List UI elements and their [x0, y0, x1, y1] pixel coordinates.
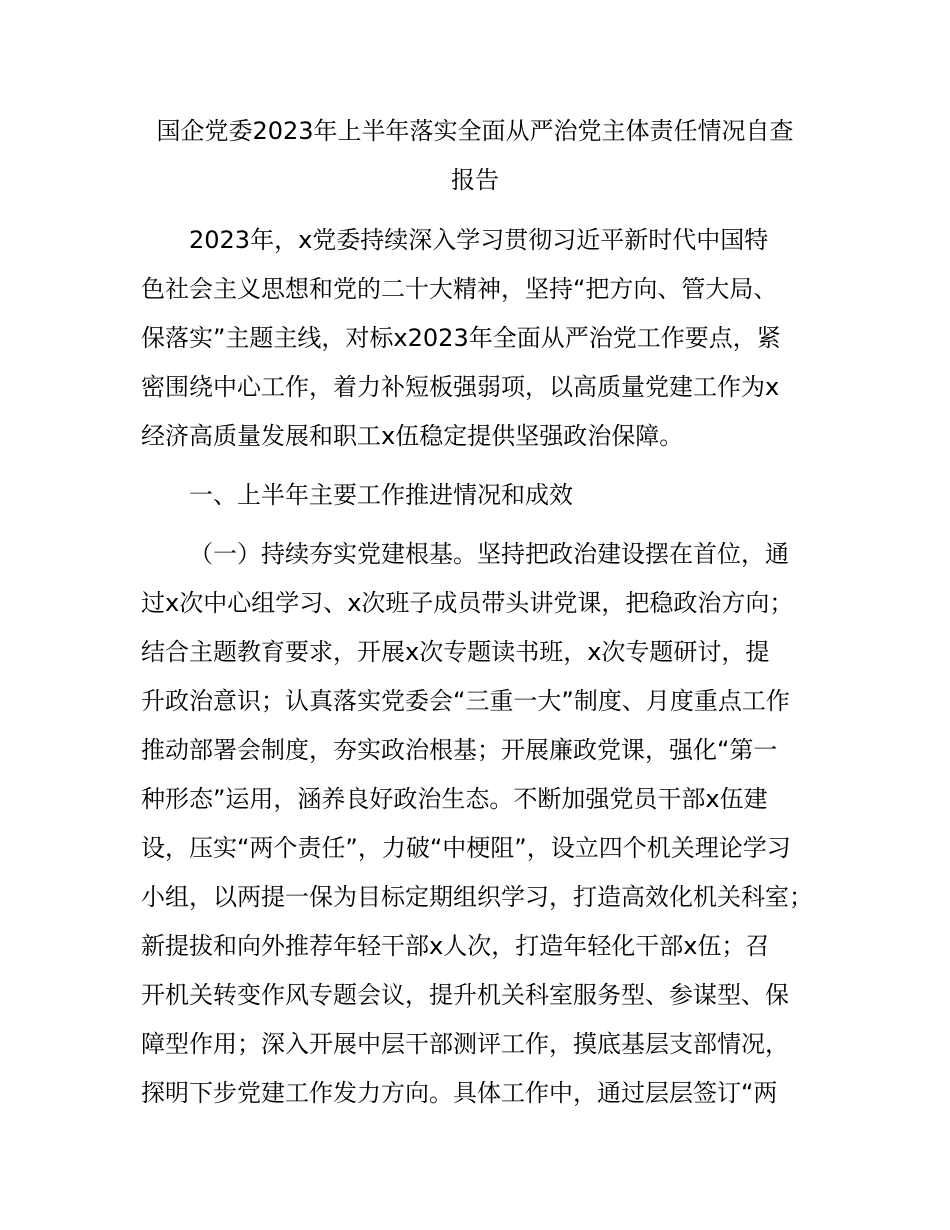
paragraph-line: 开机关转变作风专题会议，提升机关科室服务型、参谋型、保	[141, 981, 789, 1009]
document-title-line-2: 报告	[451, 166, 499, 194]
paragraph-line: 种形态”运用，涵养良好政治生态。不断加强党员干部x伍建	[141, 785, 768, 813]
paragraph-line: 密围绕中心工作，着力补短板强弱项，以高质量党建工作为x	[141, 373, 780, 401]
document-title-line-1: 国企党委2023年上半年落实全面从严治党主体责任情况自查	[156, 117, 794, 145]
paragraph-line: 保落实”主题主线，对标x2023年全面从严治党工作要点，紧	[141, 324, 781, 352]
paragraph-line: （一）持续夯实党建根基。坚持把政治建设摆在首位，通	[189, 540, 789, 568]
paragraph-line: 探明下步党建工作发力方向。具体工作中，通过层层签订“两	[141, 1079, 778, 1107]
section-heading: 一、上半年主要工作推进情况和成效	[189, 481, 573, 509]
paragraph-line: 新提拔和向外推荐年轻干部x人次，打造年轻化干部x伍；召	[141, 932, 770, 960]
paragraph-line: 过x次中心组学习、x次班子成员带头讲党课，把稳政治方向；	[141, 589, 794, 617]
paragraph-line: 经济高质量发展和职工x伍稳定提供坚强政治保障。	[141, 422, 684, 450]
paragraph-line: 设，压实“两个责任”，力破“中梗阻”，设立四个机关理论学习	[141, 834, 791, 862]
paragraph-line: 推动部署会制度，夯实政治根基；开展廉政党课，强化“第一	[141, 736, 778, 764]
paragraph-line: 色社会主义思想和党的二十大精神，坚持“把方向、管大局、	[141, 275, 778, 303]
paragraph-line: 障型作用；深入开展中层干部测评工作，摸底基层支部情况，	[141, 1030, 789, 1058]
paragraph-line: 结合主题教育要求，开展x次专题读书班，x次专题研讨，提	[141, 638, 770, 666]
paragraph-line: 小组，以两提一保为目标定期组织学习，打造高效化机关科室；	[141, 883, 813, 911]
paragraph-line: 升政治意识；认真落实党委会“三重一大”制度、月度重点工作	[141, 687, 790, 715]
paragraph-line: 2023年，x党委持续深入学习贯彻习近平新时代中国特	[189, 226, 769, 254]
